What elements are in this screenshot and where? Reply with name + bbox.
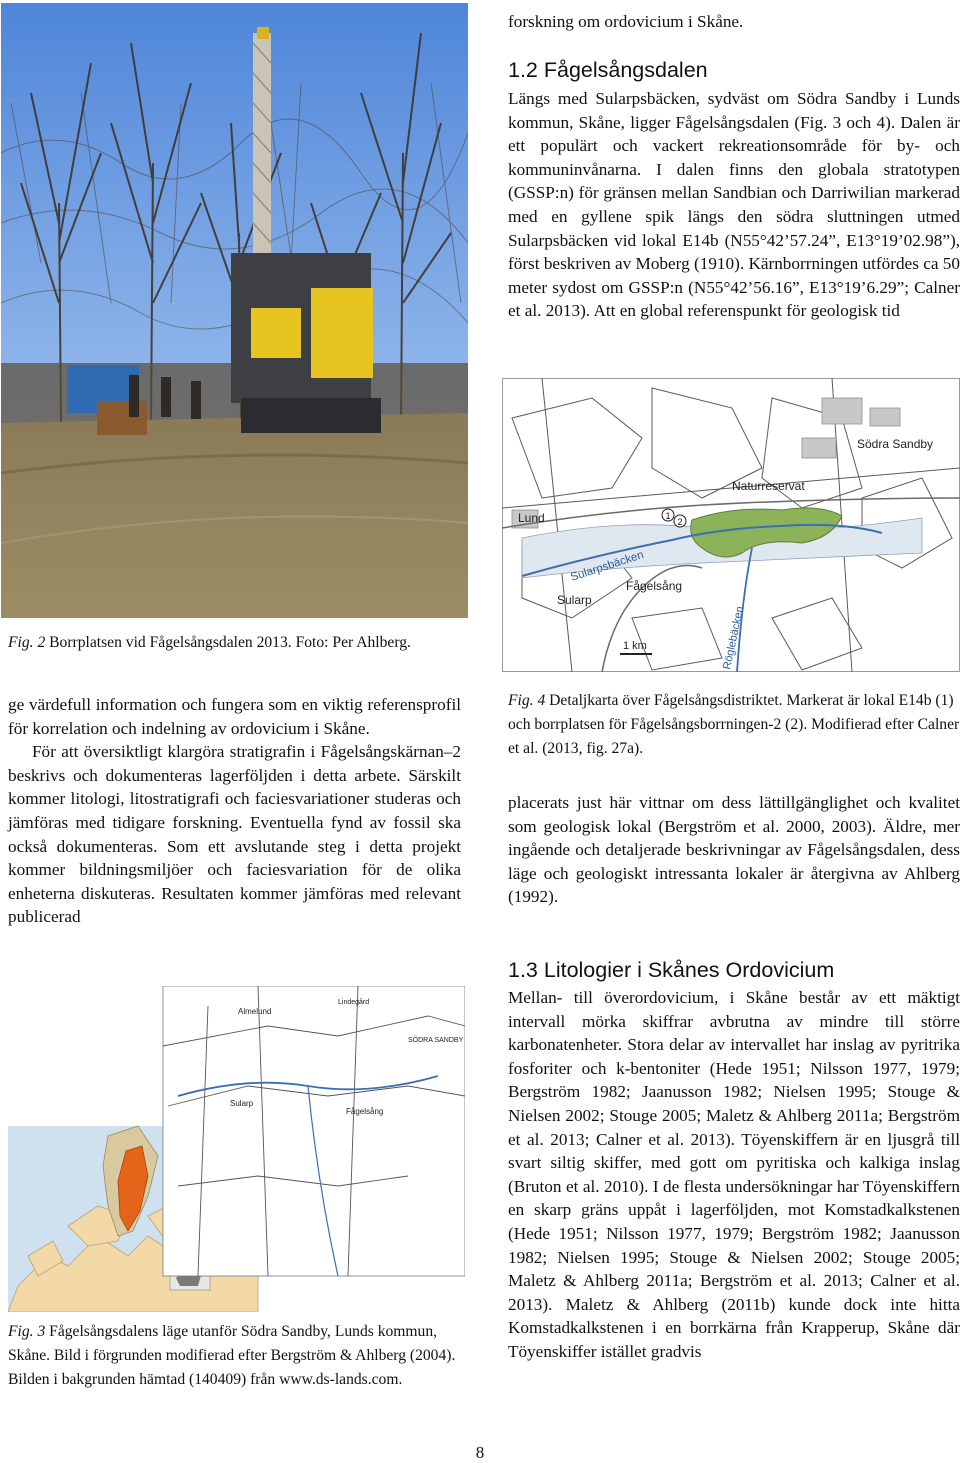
map3-label-fagelsang: Fågelsång	[346, 1107, 384, 1116]
map4-scale: 1 km	[623, 640, 647, 652]
figure3-caption	[8, 1320, 468, 1392]
left-paragraph-1: ge värdefull information och fungera som en viktig referensprofil för korrelation och indelning av ordovicium i Skåne.	[8, 695, 461, 738]
map4-label-lund: Lund	[518, 511, 545, 525]
section-heading-1-2: 1.2 Fågelsångsdalen	[508, 58, 708, 82]
figure2-photo	[1, 3, 468, 618]
location-map-graphic	[8, 986, 465, 1312]
map4-marker-2: 2	[677, 517, 683, 527]
figure2-caption	[8, 631, 468, 655]
figure4-text: Detaljkarta över Fågelsångsdistriktet. Markerat är lokal E14b (1) och borrplatsen för Fågelsångsborrningen-2 (2). Modifierad efter Calner et al. (2013, fig. 27a).	[508, 692, 960, 757]
figure4-caption	[508, 689, 960, 761]
section-1-2-paragraph: Längs med Sularpsbäcken, sydväst om Södra Sandby i Lunds kommun, Skåne, ligger Fågelsångsdalen (Fig. 3 och 4). Dalen är ett populärt och vackert rekreationsområde för by- och kommuninvånarna. I dalen finns den globala stratotypen (GSSP:n) för gränsen mellan Sandbian och Darriwilian markerad med en gyllene spik längs den södra sluttningen utmed Sularpsbäcken vid lokal E14b (N55°42’57.24”, E13°19’02.98”), först beskriven av Moberg (1910). Kärnborrningen utfördes ca 50 meter sydost om GSSP:n (N55°42’56.16”, E13°19’6.29”; Calner et al. 2013). Att en global referenspunkt för geologisk tid	[508, 89, 960, 321]
map3-label-sodra-sandby: SÖDRA SANDBY	[408, 1037, 464, 1044]
map4-label-sodra-sandby: Södra Sandby	[857, 437, 934, 451]
figure4-label: Fig. 4	[508, 692, 546, 709]
map3-label-sularp: Sularp	[230, 1099, 254, 1108]
right-paragraph-continued: placerats just här vittnar om dess lättillgänglighet och kvalitet som geologisk lokal (Bergström et al. 2000, 2003). Äldre, mer ingående och detaljerade beskrivningar av Fågelsångsdalen, dess läge och geologiskt intressanta lokaler är återgivna av Ahlberg (1992).	[508, 793, 960, 907]
map3-label-lindegard: Lindegård	[338, 999, 370, 1006]
figure3-text: Fågelsångsdalens läge utanför Södra Sandby, Lunds kommun, Skåne. Bild i förgrunden modifierad efter Bergström & Ahlberg (2004). Bilden i bakgrunden hämtad (140409) från www.ds-lands.com.	[8, 1323, 456, 1388]
figure2-label: Fig. 2	[8, 634, 46, 651]
map4-label-roglebacken: Röglebäcken	[721, 605, 747, 671]
map3-label-almelund: Almelund	[238, 1007, 272, 1016]
page-number: 8	[475, 1443, 485, 1462]
section-1-3-paragraph: Mellan- till överordovicium, i Skåne består av ett mäktigt intervall mörka skiffrar avbrutna av mindre till större karbonatenheter. Stora delar av intervallet har inslag av pyritrika fosforiter och k-bentoniter (Hede 1951; Nilsson 1977, 1979; Bergström 1982; Jaanusson 1982; Nielsen 1995; Stouge & Nielsen 2002; Stouge 2005; Maletz & Ahlberg 2011a; Bergström et al. 2013; Calner et al. 2013). Töyenskiffern är en ljusgrå till svart siltig skiffer, med gott om pyritiska och kalkiga inslag (Bruton et al. 2010). I de flesta undersökningar har Töyenskiffern en skarp gräns uppåt i lagerföljden, mot Komstadkalkstenen (Hede 1951; Nilsson 1977, 1979; Bergström 1982; Jaanusson 1982; Nielsen 1995; Stouge & Nielsen 2002; Stouge 2005; Maletz & Ahlberg 2011a; Bergström et al. 2013; Calner et al. 2013). Maletz & Ahlberg (2011b) kunde dock inte hitta Komstadkalkstenen i en borrkärna från Krapperup, Skåne där Töyenskiffer istället gradvis	[508, 988, 960, 1361]
figure4-map	[502, 378, 960, 672]
intro-line: forskning om ordovicium i Skåne.	[508, 12, 744, 31]
map4-label-naturreservat: Naturreservat	[732, 479, 805, 493]
left-column-text	[8, 693, 461, 929]
map4-marker-1: 1	[665, 511, 671, 521]
map4-label-sularpsbacken: Sularpsbäcken	[569, 548, 646, 584]
map4-label-sularp: Sularp	[557, 593, 592, 607]
figure3-label: Fig. 3	[8, 1323, 46, 1340]
left-paragraph-2: För att översiktligt klargöra stratigrafin i Fågelsångskärnan–2 beskrivs och dokumenteras lagerföljden i detta arbete. Särskilt kommer litologi, litostratigrafi och faciesvariationer studeras och jämföras med tidigare forskning. Eventuella fynd av fossil ska också dokumenteras. Som ett avslutande steg i detta projekt kommer bildningsmiljöer och faciesvariation för de olika enheterna diskuteras. Resultaten kommer jämföras med relevant publicerad	[8, 742, 461, 927]
detail-map-graphic	[502, 378, 960, 672]
figure2-text: Borrplatsen vid Fågelsångsdalen 2013. Foto: Per Ahlberg.	[45, 634, 411, 651]
section-heading-1-3: 1.3 Litologier i Skånes Ordovicium	[508, 958, 835, 982]
figure3-image	[8, 986, 465, 1312]
drill-rig-photo-illustration	[1, 3, 468, 618]
map4-label-fagelsang: Fågelsång	[626, 579, 683, 593]
